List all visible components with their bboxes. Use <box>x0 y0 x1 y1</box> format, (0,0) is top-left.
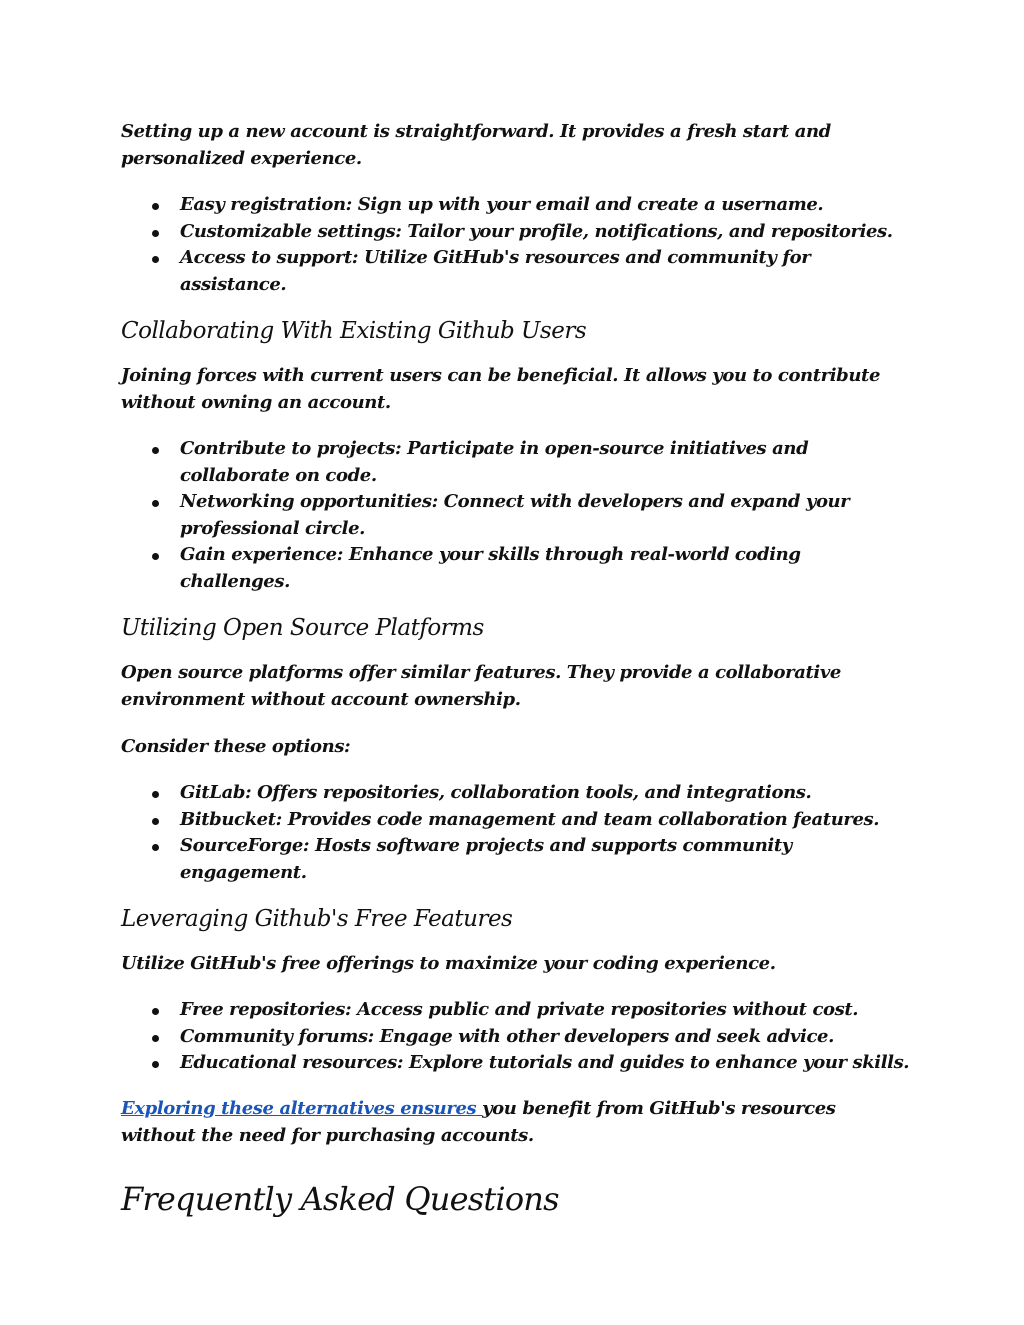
section-heading-collaborating: Collaborating With Existing Github Users <box>121 318 587 344</box>
list-item <box>180 1024 911 1051</box>
list-item-text: Educational resources: Explore tutorials and guides to enhance your skills. <box>180 1052 910 1073</box>
list-item-text: Bitbucket: Provides code management and team collaboration features. <box>180 808 880 830</box>
list-item <box>180 807 911 834</box>
list-item-text: Contribute to projects: Participate in open-source initiatives and collaborate on code. <box>180 438 809 486</box>
closing-text: you benefit from GitHub's resources without the need for purchasing accounts. <box>121 1097 836 1146</box>
free-features-bullet-list <box>121 997 911 1077</box>
list-item-text: SourceForge: Hosts software projects and supports community engagement. <box>180 835 792 883</box>
list-item <box>180 192 911 219</box>
list-item-text: Community forums: Engage with other developers and seek advice. <box>180 1025 834 1047</box>
list-item-text: Networking opportunities: Connect with developers and expand your professional circle. <box>180 491 850 539</box>
bullet-icon <box>152 447 159 454</box>
faq-heading: Frequently Asked Questions <box>121 1179 559 1218</box>
free-features-paragraph: Utilize GitHub's free offerings to maximize your coding experience. <box>121 953 776 974</box>
bullet-icon <box>152 1061 159 1068</box>
list-item-text: Easy registration: Sign up with your email and create a username. <box>180 194 824 215</box>
list-item-text: Free repositories: Access public and private repositories without cost. <box>180 999 859 1020</box>
list-item <box>180 542 911 595</box>
intro-bullet-list <box>121 192 911 298</box>
list-item <box>180 245 911 298</box>
bullet-icon <box>152 256 159 263</box>
collaborating-paragraph: Joining forces with current users can be beneficial. It allows you to contribute without owning an account. <box>121 365 881 413</box>
section-heading-open-source: Utilizing Open Source Platforms <box>121 615 484 641</box>
list-item-text: Customizable settings: Tailor your profile, notifications, and repositories. <box>180 220 893 242</box>
bullet-icon <box>152 1035 159 1042</box>
bullet-icon <box>152 1008 159 1015</box>
bullet-icon <box>152 203 159 210</box>
bullet-icon <box>152 553 159 560</box>
list-item <box>180 833 911 886</box>
alternatives-link[interactable]: Exploring these alternatives ensures <box>121 1097 483 1119</box>
closing-paragraph <box>121 1095 911 1149</box>
document-content <box>121 118 911 1219</box>
list-item <box>180 780 911 807</box>
intro-paragraph: Setting up a new account is straightforward. It provides a fresh start and personalized experience. <box>121 121 831 169</box>
open-source-bullet-list <box>121 780 911 886</box>
list-item <box>180 489 911 542</box>
list-item-text: Access to support: Utilize GitHub's resources and community for assistance. <box>180 247 811 295</box>
consider-options-text: Consider these options: <box>121 736 351 757</box>
bullet-icon <box>152 844 159 851</box>
bullet-icon <box>152 230 159 237</box>
list-item <box>180 436 911 489</box>
bullet-icon <box>152 791 159 798</box>
open-source-paragraph: Open source platforms offer similar features. They provide a collaborative environment without account ownership. <box>121 662 841 710</box>
section-heading-free-features: Leveraging Github's Free Features <box>121 906 513 932</box>
list-item <box>180 219 911 246</box>
bullet-icon <box>152 818 159 825</box>
list-item-text: Gain experience: Enhance your skills through real-world coding challenges. <box>180 544 801 592</box>
bullet-icon <box>152 500 159 507</box>
list-item-text: GitLab: Offers repositories, collaboration tools, and integrations. <box>180 782 812 803</box>
collaborating-bullet-list <box>121 436 911 595</box>
list-item <box>180 997 911 1024</box>
list-item <box>180 1050 911 1077</box>
